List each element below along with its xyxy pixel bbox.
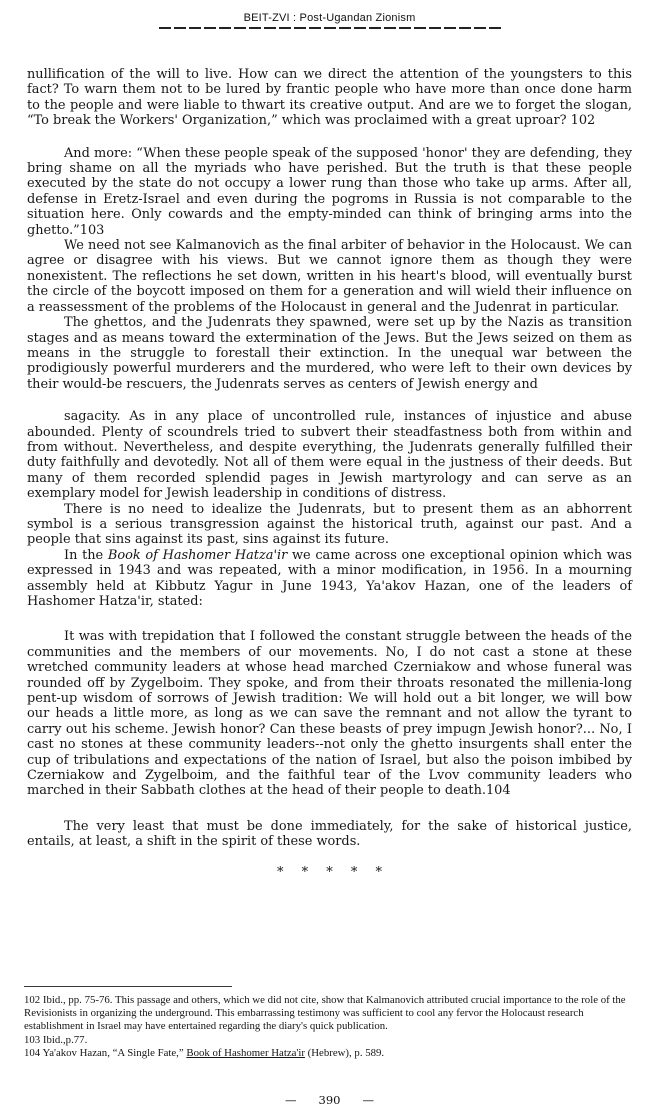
paragraph [27, 502, 632, 548]
asterisk-separator: * * * * * [276, 864, 383, 880]
paragraph-text: sagacity. As in any place of uncontrolled rule, instances of injustice and abuse abounded. Plenty of scoundrels tried to subvert their steadfastness both from within and from without. Nevertheless, and despite everything, the Judenrats generally fulfilled their duty faithfully and devotedly. Not all of them were equal in the justness of their deeds. But many of them recorded splendid pages in Jewish martyrology and can serve as an exemplary model for Jewish leadership in conditions of distress. [27, 409, 632, 502]
footnote-103: 103 Ibid.,p.77. [24, 1033, 88, 1046]
paragraph-text: nullification of the will to live. How can we direct the attention of the youngsters to this fact? To warn them not to be lured by frantic people who have more than once done harm to the people and were liable to thwart its creative output. And are we to forget the slogan, “To break the Workers' Organization,” which was proclaimed with a great uproar? 102 [27, 67, 632, 129]
footnote-text: 104 Ya'akov Hazan, “A Single Fate,” [24, 1046, 187, 1059]
footnotes-section [24, 986, 639, 1060]
book-title-italic: Book of Hashomer Hatza'ir [107, 547, 288, 563]
page-footer [0, 1093, 659, 1107]
page-number: 390 [318, 1093, 341, 1107]
footer-dash-left: — [285, 1093, 297, 1107]
footnote-102: 102 Ibid., pp. 75-76. This passage and others, which we did not cite, show that Kalmanovich attributed crucial importance to the role of the Revisionists in organizing the underground. This embarrassing testimony was sufficient to cool any fervor the Holocaust research establishment in Israel may have entertained regarding the diary's quick publication. [24, 994, 626, 1033]
paragraph [27, 315, 632, 392]
paragraph [27, 146, 632, 238]
paragraph-text: We need not see Kalmanovich as the final arbiter of behavior in the Holocaust. We can agree or disagree with his views. But we cannot ignore them as though they were nonexistent. The reflections he set down, written in his heart's blood, will eventually burst the circle of the boycott imposed on them for a generation and will wield their influence on a reassessment of the problems of the Holocaust in general and the Judenrat in particular. [27, 238, 632, 315]
footnote-text: (Hebrew), p. 589. [304, 1046, 385, 1059]
header-rule [159, 27, 501, 29]
paragraph-continuation [27, 67, 632, 129]
paragraph [27, 409, 632, 501]
block-quote [27, 629, 632, 798]
body-text [27, 67, 632, 880]
footnote-rule [24, 986, 232, 987]
running-head: BEIT-ZVI : Post-Ugandan Zionism [243, 12, 416, 24]
paragraph-text: we came across one exceptional opinion which was expressed in 1943 and was repeated, with a minor modification, in 1956. In a mourning assembly held at Kibbutz Yagur in June 1943, Ya'akov Hazan, one of the leaders of Hashomer Hatza'ir, stated: [27, 547, 633, 609]
paragraph-text: There is no need to idealize the Judenrats, but to present them as an abhorrent symbol is a serious transgression against the historical truth, against our past. And a people that sins against its past, sins against its future. [27, 501, 632, 548]
paragraph [27, 548, 632, 610]
book-title-underlined: Book of Hashomer Hatza'ir [186, 1046, 305, 1059]
paragraph-text: In the [64, 547, 108, 563]
footnote-104 [24, 1047, 639, 1060]
page-header [0, 0, 659, 29]
paragraph-text: And more: “When these people speak of the supposed 'honor' they are defending, they bring shame on all the myriads who have perished. But the truth is that these people executed by the state do not occupy a lower rung than those who take up arms. After all, defense in Eretz-Israel and even during the pogroms in Russia is not comparable to the situation here. Only cowards and the empty-minded can think of bringing arms into the ghetto.”103 [27, 145, 632, 238]
paragraph [27, 819, 632, 850]
quote-text: It was with trepidation that I followed the constant struggle between the heads of the communities and the members of our movements. No, I do not cast a stone at these wretched community leaders at whose head marched Czerniakow and whose funeral was rounded off by Zygelboim. They spoke, and from their throats resonated the millenia-long pent-up wisdom of sorrows of Jewish tradition: We will hold out a bit longer, we will bow our heads a little more, as long as we can save the remnant and not allow the tyrant to carry out his scheme. Jewish honor? Can these beasts of prey impugn Jewish honor?... No, I cast no stones at these community leaders--not only the ghetto insurgents shall enter the cup of tribulations and expectations of the nation of Israel, but also the poison imbibed by Czerniakow and Zygelboim, and the faithful tear of the Lvov community leaders who marched in their Sabbath clothes at the head of their people to death.104 [27, 629, 632, 799]
footer-dash-right: — [362, 1093, 374, 1107]
paragraph-text: The ghettos, and the Judenrats they spawned, were set up by the Nazis as transition stages and as means toward the extermination of the Jews. But the Jews seized on them as means in the struggle to forestall their extinction. In the unequal war between the prodigiously powerful murderers and the murdered, who were left to their own devices by their would-be rescuers, the Judenrats serves as centers of Jewish energy and [27, 315, 632, 392]
paragraph [27, 238, 632, 315]
paragraph-text: The very least that must be done immediately, for the sake of historical justice, entails, at least, a shift in the spirit of these words. [27, 818, 632, 850]
